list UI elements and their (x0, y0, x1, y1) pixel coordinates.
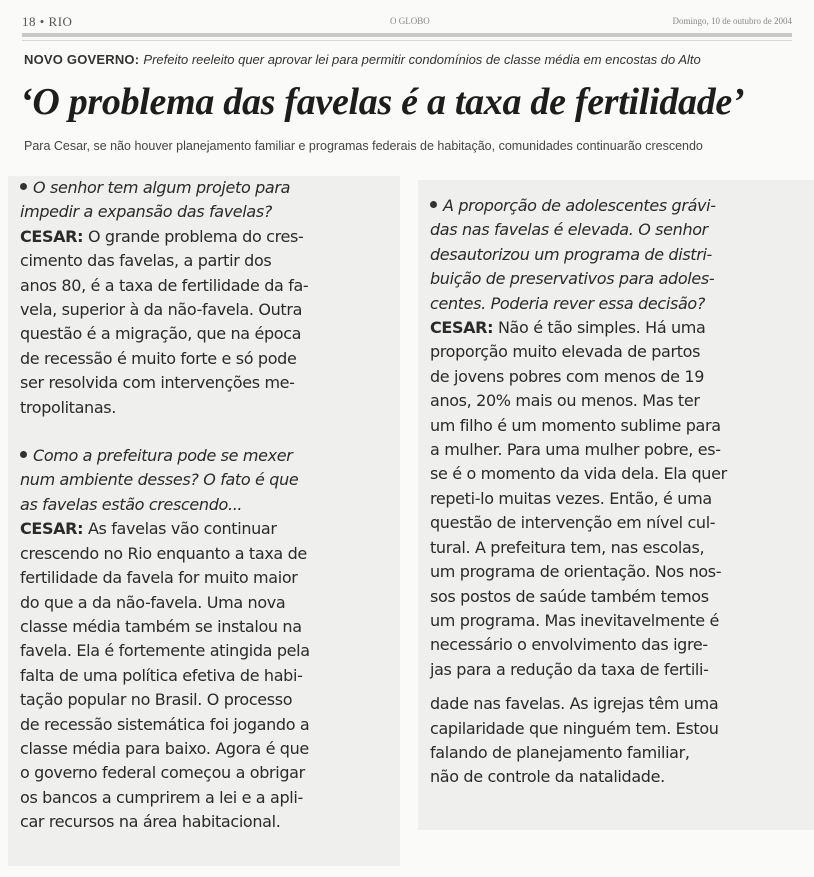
header-rule-thin (22, 40, 792, 41)
answer-line: repeti-lo muitas vezes. Então, é uma (430, 488, 712, 508)
question-line: Como a prefeitura pode se mexer (20, 444, 400, 468)
right-column (418, 180, 814, 830)
answer-line: proporção muito elevada de partos (430, 342, 701, 362)
answer-line: tural. A prefeitura tem, nas escolas, (430, 537, 705, 557)
answer-line: tação popular no Brasil. O processo (20, 690, 293, 710)
answer-line: um filho é um momento sublime para (430, 415, 721, 435)
answer-line: cimento das favelas, a partir dos (20, 251, 272, 271)
answer-line: classe média também se instalou na (20, 616, 302, 636)
answer-line: tropolitanas. (20, 397, 117, 417)
answer-line: questão é a migração, que na época (20, 324, 302, 344)
answer-line: anos 80, é a taxa de fertilidade da fa- (20, 275, 309, 295)
answer-line: anos, 20% mais ou menos. Mas ter (430, 391, 700, 411)
answer-line: necessário o envolvimento das igre- (430, 635, 708, 655)
answer-line: ser resolvida com intervenções me- (20, 373, 295, 393)
bullet-icon (20, 451, 27, 458)
answer-2 (20, 517, 400, 834)
kicker-deck: Prefeito reeleito quer aprovar lei para permitir condomínios de classe média em encostas do Alto (143, 52, 701, 67)
speaker-name: CESAR: (20, 226, 84, 246)
answer-line: fertilidade da favela for muito maior (20, 568, 298, 588)
kicker (24, 52, 794, 68)
answer-line: CESAR: O grande problema do cres- (20, 226, 304, 246)
answer-line: falando de planejamento familiar, (430, 742, 690, 762)
answer-3-continued (430, 682, 804, 790)
question-line: O senhor tem algum projeto para (20, 176, 400, 200)
answer-line: dade nas favelas. As igrejas têm uma (430, 694, 719, 714)
spacer (20, 420, 400, 444)
subhead: Para Cesar, se não houver planejamento familiar e programas federais de habitação, comunidades continuarão crescendo (24, 139, 703, 153)
answer-line: jas para a redução da taxa de fertili- (430, 659, 709, 679)
answer-line: classe média para baixo. Agora é que (20, 738, 309, 758)
answer-line: de recessão é muito forte e só pode (20, 348, 297, 368)
answer-line: vela, superior à da não-favela. Outra (20, 300, 303, 320)
answer-line: crescendo no Rio enquanto a taxa de (20, 543, 307, 563)
answer-line: um programa de orientação. Nos nos- (430, 562, 722, 582)
question-line: num ambiente desses? O fato é que (20, 470, 299, 490)
question-line: buição de preservativos para adoles- (430, 269, 715, 289)
answer-1 (20, 225, 400, 420)
answer-line: o governo federal começou a obrigar (20, 763, 305, 783)
speaker-name: CESAR: (430, 318, 494, 338)
question-line: as favelas estão crescendo... (20, 494, 243, 514)
answer-line: CESAR: As favelas vão continuar (20, 519, 277, 539)
answer-line: a mulher. Para uma mulher pobre, es- (430, 440, 721, 460)
answer-line: CESAR: Não é tão simples. Há uma (430, 318, 706, 338)
issue-date: Domingo, 10 de outubro de 2004 (672, 16, 792, 26)
question-2 (20, 444, 400, 517)
paper-name: O GLOBO (390, 16, 430, 26)
answer-line: os bancos a cumprirem a lei e a apli- (20, 787, 303, 807)
left-column (8, 176, 400, 866)
answer-line: de jovens pobres com menos de 19 (430, 366, 705, 386)
question-line: A proporção de adolescentes grávi- (430, 194, 804, 218)
answer-line: sos postos de saúde também temos (430, 586, 709, 606)
headline: ‘O problema das favelas é a taxa de fertilidade’ (20, 81, 745, 123)
question-line: impedir a expansão das favelas? (20, 202, 272, 222)
question-line: desautorizou um programa de distri- (430, 244, 712, 264)
bullet-icon (20, 183, 27, 190)
answer-line: favela. Ela é fortemente atingida pela (20, 641, 310, 661)
bullet-icon (430, 201, 437, 208)
page-header (22, 12, 792, 34)
answer-line: um programa. Mas inevitavelmente é (430, 610, 720, 630)
answer-line: de recessão sistemática foi jogando a (20, 714, 310, 734)
answer-line: se é o momento da vida dela. Ela quer (430, 464, 727, 484)
question-1 (20, 176, 400, 225)
answer-line: car recursos na área habitacional. (20, 812, 281, 832)
answer-line: do que a da não-favela. Uma nova (20, 592, 286, 612)
kicker-tag: NOVO GOVERNO: (24, 52, 140, 67)
answer-line: questão de intervenção em nível cul- (430, 513, 716, 533)
question-line: das nas favelas é elevada. O senhor (430, 220, 708, 240)
answer-line: não de controle da natalidade. (430, 767, 665, 787)
question-line: centes. Poderia rever essa decisão? (430, 293, 705, 313)
answer-line: capilaridade que ninguém tem. Estou (430, 718, 719, 738)
answer-3 (430, 316, 804, 682)
question-3 (430, 180, 804, 316)
speaker-name: CESAR: (20, 519, 84, 539)
page-section: 18 • RIO (22, 14, 73, 29)
header-rule (22, 33, 792, 37)
answer-line: falta de uma política efetiva de habi- (20, 665, 303, 685)
